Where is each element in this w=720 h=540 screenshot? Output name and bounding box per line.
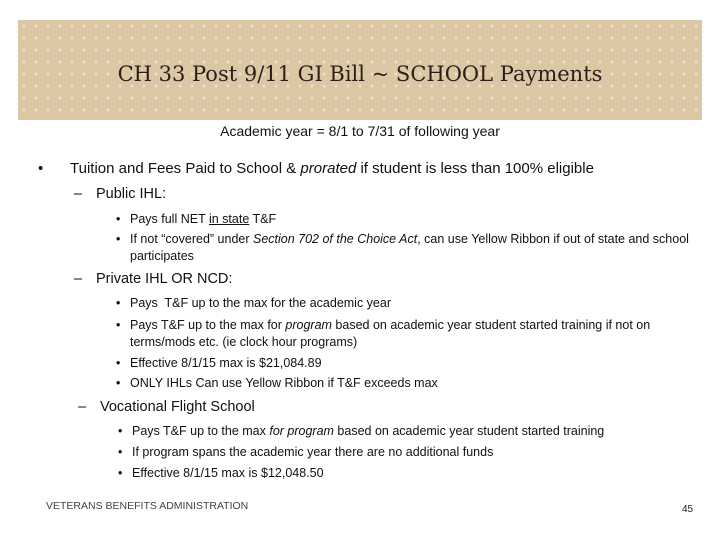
bullet-dot-icon: • — [116, 376, 121, 390]
bullet-dot-icon: • — [116, 232, 121, 246]
bullet-dot-icon: • — [116, 318, 121, 332]
slide-subtitle: Academic year = 8/1 to 7/31 of following year — [220, 123, 500, 139]
section-label: Vocational Flight School — [100, 399, 255, 415]
bullet-dot-icon: • — [118, 445, 123, 459]
section-label: Private IHL OR NCD: — [96, 271, 233, 287]
bullet-dot-icon: • — [116, 356, 121, 370]
bullet-dot-icon: • — [116, 212, 121, 226]
dash-icon: – — [74, 186, 83, 202]
slide-title: CH 33 Post 9/11 GI Bill ~ SCHOOL Payments — [117, 62, 603, 86]
bullet-dot-icon: • — [118, 424, 123, 438]
dash-icon: – — [78, 399, 87, 415]
main-bullet-text: Tuition and Fees Paid to School & prorated if student is less than 100% eligible — [70, 160, 594, 177]
page-number: 45 — [682, 504, 694, 515]
bullet-dot-icon: • — [118, 466, 123, 480]
section-label: Public IHL: — [96, 186, 167, 202]
bullet-dot-icon: • — [116, 296, 121, 310]
footer-org: VETERANS BENEFITS ADMINISTRATION — [46, 500, 249, 512]
bullet-dot-icon: • — [38, 160, 44, 177]
dash-icon: – — [74, 271, 83, 287]
